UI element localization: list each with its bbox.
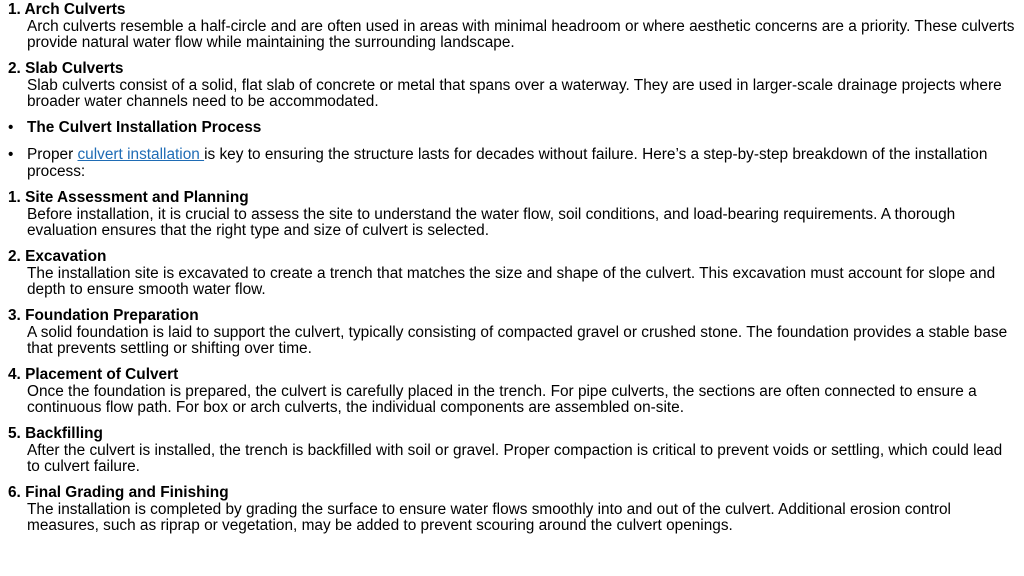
step-backfilling	[8, 426, 1018, 476]
step-body: After the culvert is installed, the trench is backfilled with soil or gravel. Proper compaction is critical to prevent voids or settling, which could lead to culvert failure.	[27, 441, 1003, 476]
step-heading: 1. Site Assessment and Planning	[8, 189, 249, 206]
intro-paragraph	[8, 147, 1018, 180]
step-heading: 5. Backfilling	[8, 425, 103, 442]
section-heading: 1. Arch Culverts	[8, 1, 126, 18]
section-heading: 2. Slab Culverts	[8, 60, 124, 77]
step-excavation	[8, 249, 1018, 299]
section-arch-culverts	[8, 2, 1018, 52]
step-final-grading	[8, 485, 1018, 535]
intro-suffix: is key to ensuring the structure lasts for decades without failure. Here’s a step-by-step breakdown of the installation process:	[27, 146, 988, 180]
step-heading: 4. Placement of Culvert	[8, 366, 179, 383]
step-heading: 6. Final Grading and Finishing	[8, 484, 229, 501]
culvert-installation-link[interactable]: culvert installation	[77, 146, 205, 163]
bullet-intro	[8, 147, 1018, 180]
bullet-mark: •	[8, 119, 14, 136]
bullet-process-heading	[8, 120, 1018, 137]
intro-prefix: Proper	[27, 146, 78, 163]
section-body: Slab culverts consist of a solid, flat slab of concrete or metal that spans over a waterway. They are used in larger-scale drainage projects where broader water channels need to be accommodated.	[27, 76, 1002, 111]
step-placement	[8, 367, 1018, 417]
step-heading: 2. Excavation	[8, 248, 107, 265]
section-slab-culverts	[8, 61, 1018, 111]
step-heading: 3. Foundation Preparation	[8, 307, 199, 324]
step-body: The installation site is excavated to create a trench that matches the size and shape of the culvert. This excavation must account for slope and depth to ensure smooth water flow.	[27, 264, 996, 299]
step-body: Once the foundation is prepared, the culvert is carefully placed in the trench. For pipe culverts, the sections are often connected to ensure a continuous flow path. For box or arch culverts, the individual components are assembled on-site.	[27, 382, 977, 417]
step-site-assessment	[8, 190, 1018, 240]
step-body: Before installation, it is crucial to assess the site to understand the water flow, soil conditions, and load-bearing requirements. A thorough evaluation ensures that the right type and size of culvert is selected.	[27, 205, 956, 240]
section-body: Arch culverts resemble a half-circle and are often used in areas with minimal headroom or where aesthetic concerns are a priority. These culverts provide natural water flow while maintaining the surrounding landscape.	[27, 17, 1015, 52]
step-body: A solid foundation is laid to support the culvert, typically consisting of compacted gravel or crushed stone. The foundation provides a stable base that prevents settling or shifting over time.	[27, 323, 1008, 358]
step-foundation	[8, 308, 1018, 358]
process-heading: The Culvert Installation Process	[27, 119, 262, 136]
bullet-mark: •	[8, 146, 14, 163]
step-body: The installation is completed by grading the surface to ensure water flows smoothly into and out of the culvert. Additional erosion control measures, such as riprap or vegetation, may be added to prevent scouring around the culvert openings.	[27, 500, 951, 535]
